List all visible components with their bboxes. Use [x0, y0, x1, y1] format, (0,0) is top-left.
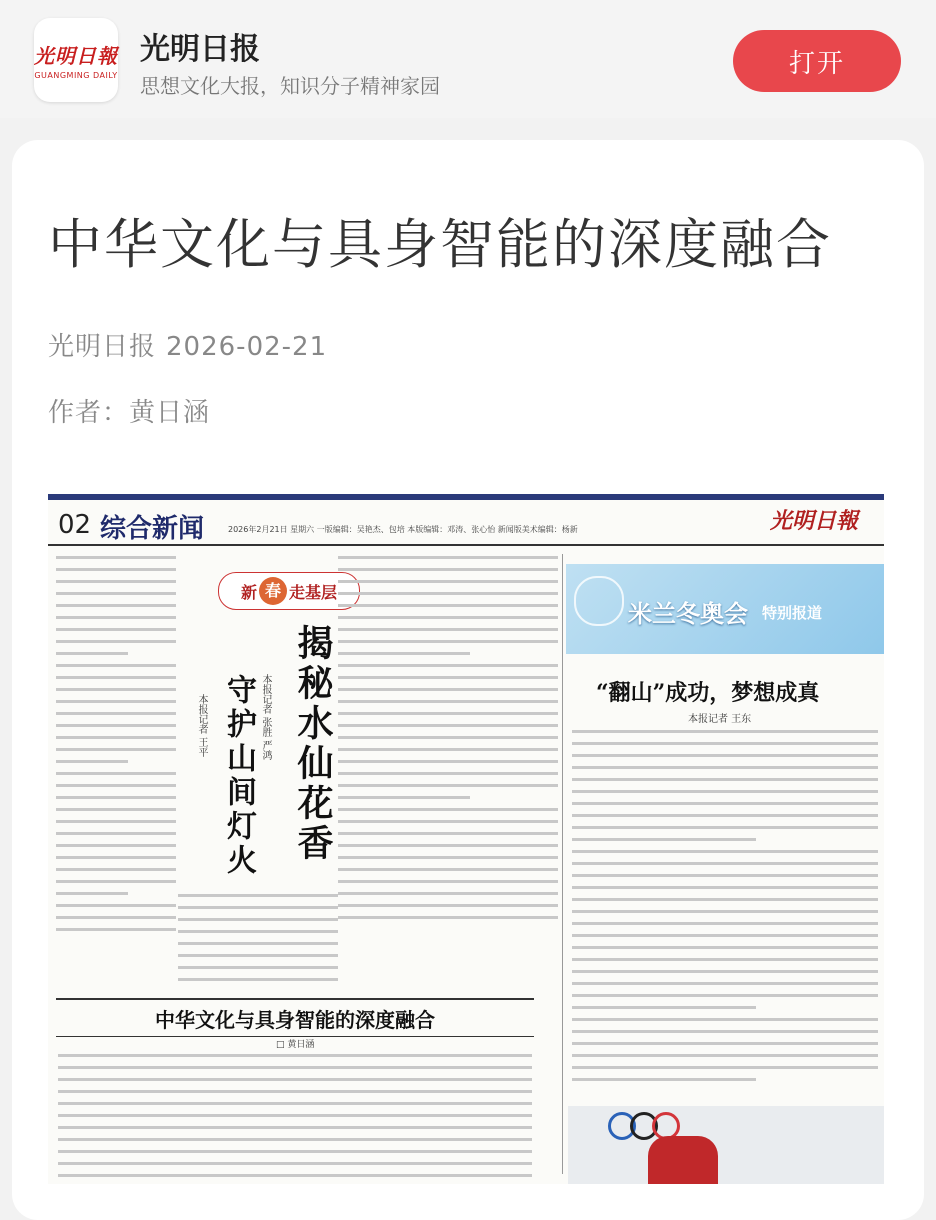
article-author: 作者：黄日涵: [48, 398, 211, 428]
logo-text: 光明日報: [34, 44, 118, 68]
olympics-banner-title: 米兰冬奥会: [628, 600, 748, 628]
olympics-banner: [566, 564, 884, 654]
athlete-figure: [648, 1136, 718, 1184]
olympics-emblem-icon: [574, 576, 624, 626]
olympics-banner-subtitle: 特别报道: [762, 604, 823, 622]
boxed-article-text: [58, 1054, 532, 1184]
middle-column-text: [338, 556, 558, 928]
badge-spring: 春: [259, 577, 287, 605]
app-logo[interactable]: [34, 18, 118, 102]
article-date: 2026-02-21: [166, 332, 328, 362]
headline-mountain-lights: 守护山间灯火: [221, 674, 256, 878]
open-app-button[interactable]: 打开: [733, 30, 901, 92]
app-slogan: 思想文化大报，知识分子精神家园: [140, 74, 440, 98]
byline-mountain-lights: 本报记者 王平: [196, 694, 207, 758]
page-number: 02: [58, 510, 92, 540]
page-top-rule: [48, 494, 884, 500]
newspaper-image[interactable]: [48, 494, 884, 1184]
boxed-article-title: 中华文化与具身智能的深度融合: [56, 998, 534, 1037]
section-title: 综合新闻: [100, 514, 205, 544]
byline-narcissus: 本报记者 张胜 严鸿: [260, 674, 271, 761]
lower-left-text: [178, 894, 338, 990]
olympics-byline: 本报记者 王东: [688, 714, 752, 725]
badge-left: 新: [240, 582, 257, 602]
header-divider: [48, 544, 884, 546]
article-source[interactable]: 光明日报: [48, 332, 157, 362]
edition-info: 2026年2月21日 星期六 一版编辑：吴艳杰、包培 本版编辑：邓涛、张心怡 新闻版美术编辑：杨新: [228, 525, 578, 534]
article-title: 中华文化与具身智能的深度融合: [48, 213, 832, 276]
app-name: 光明日报: [140, 32, 260, 67]
column-divider: [562, 554, 563, 1174]
headline-narcissus: 揭秘水仙花香: [292, 624, 334, 864]
olympics-headline: “翻山”成功，梦想成真: [596, 680, 820, 706]
badge-right: 走基层: [289, 582, 338, 602]
logo-subtext: GUANGMING DAILY: [34, 71, 118, 80]
left-column-text: [56, 556, 176, 940]
olympics-photo: [568, 1106, 884, 1184]
boxed-article-byline: □ 黄日涵: [276, 1040, 315, 1050]
newspaper-logo: 光明日報: [770, 508, 859, 534]
article-meta: [48, 326, 327, 363]
app-header: [0, 0, 936, 118]
olympics-article-text: [572, 730, 878, 1090]
